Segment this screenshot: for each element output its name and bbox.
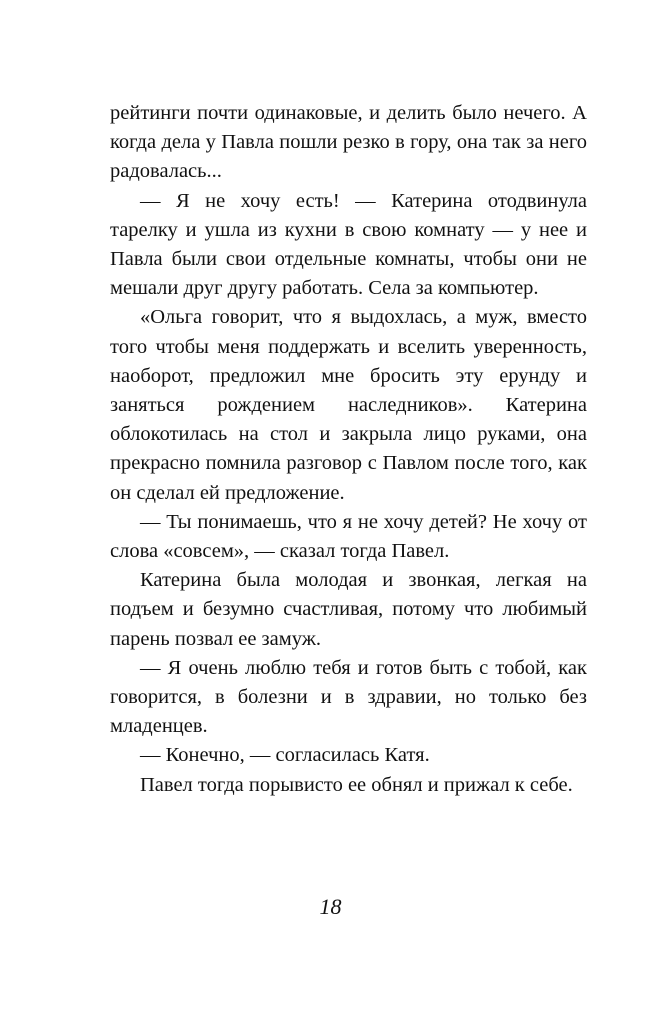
body-text [110,99,587,800]
paragraph-2: — Я не хочу есть! — Катерина отодвинула тарелку и ушла из кухни в свою комнату — у нее и Павла были свои отдельные комнаты, чтобы они не мешали друг другу работать. Села за компьютер. [110,189,587,300]
paragraph-5: Катерина была молодая и звонкая, легкая на подъем и безумно счастливая, потому что любимый парень позвал ее замуж. [110,569,587,650]
paragraph-3: «Ольга говорит, что я выдохлась, а муж, вместо того чтобы меня поддержать и вселить уверенность, наоборот, предложил мне бросить эту ерунду и заняться рождением наследников». Катерина облокотилась на стол и закрыла лицо руками, она прекрасно помнила разговор с Павлом после того, как он сделал ей предложение. [110,306,587,504]
paragraph-8: Павел тогда порывисто ее обнял и прижал к себе. [140,773,573,796]
page-number: 18 [319,894,342,919]
paragraph-7: — Конечно, — согласилась Катя. [140,744,430,767]
paragraph-6: — Я очень люблю тебя и готов быть с тобой, как говорится, в болезни и в здравии, но только без младенцев. [110,656,587,738]
paragraph-4: — Ты понимаешь, что я не хочу детей? Не хочу от слова «совсем», — сказал тогда Павел. [110,510,587,563]
paragraph-1: рейтинги почти одинаковые, и делить было нечего. А когда дела у Павла пошли резко в гору, она так за него радовалась... [110,102,587,183]
